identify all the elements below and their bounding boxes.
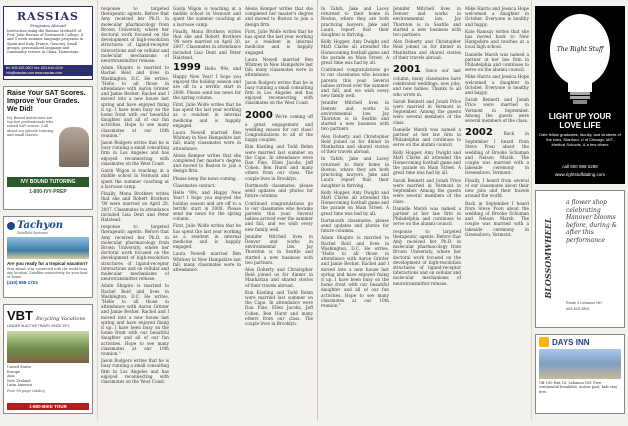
paragraph: Hello '99s, and Happy New Year! I hope you enjoyed the holiday season and are off to a terrific start in 2008. Please send me news for the spring column. xyxy=(173,190,241,222)
paragraph: Gavin Wigon is teaching at a middle school in Vermont and spent the summer coaching at a lacrosse camp. xyxy=(101,168,169,189)
vbt-cta: Free 80-page catalog xyxy=(7,388,45,393)
paragraph: Laura Newell married Ben Whitney in New Hampshire last fall; many classmates were in attendance. xyxy=(173,130,241,151)
paragraph: Jason Rodgers writes that he is busy running a small consulting firm in Los Angeles and has enjoyed reconnecting with classmates on the West Coast. xyxy=(101,140,169,166)
ivy-bound-logo: IVY BOUND TUTORING xyxy=(7,177,89,187)
ivy-bound-phone: 1-800-IVY-PREP xyxy=(29,189,67,195)
paragraph: Kate Ramsay writes that she has moved back to New Hampshire and teaches at a local high school. xyxy=(465,28,529,50)
vbt-regions xyxy=(4,365,92,388)
paragraph: We're coming off a great engagement and wedding season for our class! Congratulations to all of the happy couples. xyxy=(245,113,313,143)
paragraph: Alex Doherty and Christopher Reid joined us for dinner in Manhattan and shared stories of their travels abroad. xyxy=(393,39,461,60)
text-column-1 xyxy=(101,0,169,426)
tachyon-phone: (410) 555-1723 xyxy=(7,280,38,285)
paragraph: Back in September I heard from Steve Poon about the wedding of Brooke Schuman and Nelson Marsh. The couple was married with a lakeside ceremony in Greensboro, Vermont. xyxy=(465,200,529,237)
blossomwheel-body: a flower shop celebrating Hanover blooms before, during & after this performance xyxy=(566,199,617,244)
right-stuff-body: Date fellow graduates, faculty, and students of the Ivies, Stanford, U of Chicago, MIT, Medical Schools, & a few others xyxy=(539,132,621,147)
text-column-2 xyxy=(173,0,241,426)
class-year-paragraph xyxy=(245,110,313,143)
paragraph: Danielle Marsh was named a partner at her law firm in Philadelphia and continues to serve on the alumni council. xyxy=(393,126,461,148)
paragraph: Laura Newell married Ben Whitney in New Hampshire last fall; many classmates were in attendance. xyxy=(173,251,241,272)
vbt-logo: VBT xyxy=(7,308,33,323)
days-inn-sun-icon xyxy=(539,337,549,347)
region-item: Latin America xyxy=(7,383,33,387)
bicycle-photo xyxy=(7,331,89,363)
paragraph: Alexis Kemper writes that she completed her master's degree and moved to Boston to join a design firm. xyxy=(173,152,241,174)
right-ad-column xyxy=(532,0,628,420)
ivy-bound-ad[interactable] xyxy=(3,86,93,210)
tachyon-tagline: Satellite Systems xyxy=(17,231,48,235)
paragraph: Danielle Marsh was named a partner at her law firm in Philadelphia and continues to serve on the alumni council. xyxy=(465,51,529,73)
paragraph: Kim Kissling and Todd Rehm were married last summer on the Cape. In attendance were Dan Fine, Ellen Jacobs, Jeff Cohen, Ben Hurst and many others from our class. The couple lives in Brooklyn. xyxy=(245,144,313,181)
paragraph: Alexis Kemper writes that she completed her master's degree and moved to Boston to join a design firm. xyxy=(245,6,313,27)
paragraph: Dartmouth classmates, please send updates and photos for future columns. xyxy=(321,217,389,234)
paragraph: Laura Newell married Ben Whitney in New Hampshire last fall; many classmates were in attendance. xyxy=(245,56,313,78)
light-bulb-icon xyxy=(535,8,625,108)
rassias-body: Instruction using the Rassias Method® of Prof. John Rassias of Dartmouth College. 4 and 5 week summer language programs in Spain and Italy, France, Gascony. Small groups, personalized language and community service in China. Homestays. xyxy=(7,29,84,55)
right-stuff-phone: call 800 988 5288 xyxy=(562,164,598,169)
blossomwheel-address: Route 4 Lebanon NH xyxy=(566,301,602,305)
paragraph: Jennifer Mitchell lives in Denver and works in environmental law. Jay Thornton is in Seattle and started a new business with two partners. xyxy=(321,100,389,132)
student-photo xyxy=(59,127,89,167)
class-year-heading: 2001 xyxy=(393,64,421,76)
paragraph: In Tahiti, Jake and Lacey returned to their home in Boston, where they are both practicing lawyers. Jake and Laura report that their daughter is thriving. xyxy=(321,6,389,38)
paragraph: Classmates contact: xyxy=(173,182,216,188)
left-ad-column xyxy=(0,0,96,420)
region-item: United States xyxy=(7,365,32,369)
right-stuff-title: The Right Stuff xyxy=(556,46,604,53)
paragraph: Sarah Bennett and Jonah Price were married in Vermont in September. Among the guests were several members of the class. xyxy=(393,98,461,125)
paragraph: Adam Shapiro is married to Rachel Reid and lives in Washington, D.C. He writes, "Hello to all those in attendance with Aaron Grinter and Jamie Becker. Rachel and I moved into a new house last spring and have enjoyed fixing it up. I have been busy on the home front with our beautiful daughter and all of our fun activities. Hope to see many classmates at our 10th reunion." xyxy=(101,283,169,356)
paragraph: Kim Kissling and Todd Rehm were married last summer on the Cape. In attendance were Dan Fine, Ellen Jacobs, Jeff Cohen, Ben Hurst and many others from our class. The couple lives in Brooklyn. xyxy=(245,289,313,326)
paragraph: Mike Harris and Jessica Hope welcomed a daughter in October. Everyone is healthy and happy. xyxy=(465,74,529,96)
tachyon-brand: Tachyon xyxy=(17,220,64,231)
paragraph: Finally, Mona Brothers writes that she and Robert Brothers '98 were married on April 20, 2007. Classmates in attendance included Lisa Dent and Peter Halstead. xyxy=(101,190,169,222)
days-inn-photo xyxy=(539,349,621,379)
paragraph: Sarah Bennett and Jonah Price were married in Vermont in September. Among the guests were several members of the class. xyxy=(465,97,529,124)
paragraph: Kelly Hopper, Amy Dwight and Matt Clarke all attended the Homecoming football game and the parade on Main Street. A great time was had by all. xyxy=(393,149,461,176)
paragraph: Jennifer Mitchell lives in Denver and works in environmental law. Jay Thornton is in Seattle and started a new business with two partners. xyxy=(393,6,461,38)
paragraph: Continued congratulations go to our classmates who became parents this year. Several babies arrived over the summer and fall, and we wish every new family well. xyxy=(245,200,313,232)
days-inn-ad[interactable] xyxy=(535,334,625,414)
rassias-ad[interactable] xyxy=(3,6,93,80)
days-inn-title: DAYS INN xyxy=(552,337,590,347)
class-year-heading: 2000 xyxy=(245,109,273,121)
tachyon-headline: Are you ready for a tropical vacation? xyxy=(7,261,88,266)
blossomwheel-phone: 603-643-3901 xyxy=(566,307,590,311)
paragraph: Mike Harris and Jessica Hope welcomed a daughter in October. Everyone is healthy and happy. xyxy=(465,6,529,27)
right-stuff-ad[interactable] xyxy=(535,6,625,184)
paragraph: Finally, I heard from several of our classmates about their new jobs and their travels around the world. xyxy=(465,177,529,199)
vbt-ad[interactable] xyxy=(3,304,93,414)
paragraph: In Tahiti, Jake and Lacey returned to their home in Boston, where they are both practicing lawyers. Jake and Laura report that their daughter is thriving. xyxy=(321,156,389,188)
vbt-phone: 1-800-BIKE TOUR xyxy=(7,403,89,410)
blossomwheel-title: BLOSSOMWHEEL xyxy=(543,217,553,299)
tachyon-ad[interactable] xyxy=(3,216,93,298)
paragraph: Continued congratulations go to our classmates who became parents this year. Several babies arrived over the summer and fall, and we wish every new family well. xyxy=(321,67,389,99)
love-life-headline: LIGHT UP YOUR LOVE LIFE xyxy=(548,112,612,130)
vbt-tagline: Bicycling Vacations xyxy=(36,316,86,322)
paragraph: Please keep the news coming. xyxy=(173,175,237,181)
rassias-phone: tel: 603-643-3007 fax: 603-643-4249 xyxy=(4,65,92,71)
satellite-icon xyxy=(7,222,15,230)
blossomwheel-ad[interactable] xyxy=(535,190,625,328)
paragraph: First, Julie Wolfe writes that he has spent the last year working as a resident in internal medicine and is happily engaged. xyxy=(245,28,313,55)
paragraph: Back in September I heard from Steve Poon about the wedding of Brooke Schuman and Nelson Marsh. The couple was married with a lakeside ceremony in Greensboro, Vermont. xyxy=(465,131,529,176)
class-year-paragraph xyxy=(393,64,461,97)
text-column-6 xyxy=(465,0,529,426)
paragraph: Gavin Wigon is teaching at a middle school in Vermont and spent the summer coaching at a lacrosse camp. xyxy=(173,6,241,27)
days-inn-body: Off I-89 Exit 18, Lebanon NH. Free continental breakfast, indoor pool, kids stay free. xyxy=(539,381,618,394)
paragraph: Jason Rodgers writes that he is busy running a small consulting firm in Los Angeles and has enjoyed reconnecting with classmates on the West Coast. xyxy=(101,358,169,385)
paragraph: Jennifer Mitchell lives in Denver and works in environmental law. Jay Thornton is in Seattle and started a new business with two partners. xyxy=(245,233,313,265)
paragraph: Since our last column, many classmates have celebrated weddings, new jobs, and new babies. Thanks to all who wrote in. xyxy=(393,68,461,97)
right-stuff-web: www.rightstuffdating.com xyxy=(555,172,605,177)
paragraph: Sarah Bennett and Jonah Price were married in Vermont in September. Among the guests were several members of the class. xyxy=(393,177,461,204)
class-year-paragraph xyxy=(465,127,529,175)
paragraph: Danielle Marsh was named a partner at her law firm in Philadelphia and continues to serve on the alumni council. xyxy=(393,205,461,227)
paragraph: Adam Shapiro is married to Rachel Reid and lives in Washington, D.C. He writes, "Hello to all those in attendance with Aaron Grinter and Jamie Becker. Rachel and I moved into a new house last spring and have enjoyed fixing it up. I have been busy on the home front with our beautiful daughter and all of our fun activities. Hope to see many classmates at our 10th reunion." xyxy=(101,65,169,138)
paragraph: Kelly Hopper, Amy Dwight and Matt Clarke all attended the Homecoming football game and the parade on Main Street. A great time was had by all. xyxy=(321,39,389,66)
paragraph: Finally, Mona Brothers writes that she and Robert Brothers '98 were married on April 20, 2007. Classmates in attendance included Lisa Dent and Peter Halstead. xyxy=(173,28,241,60)
paragraph: response to targeted therapeutic agents. Before that Amy received her Ph.D. in molecular pharmacology from Brown University, where her doctoral work focused on the development of high-resolution structures of ligand-receptor interactions and on cellular and molecular mechanisms of neurotransmitter release. xyxy=(101,224,169,282)
vbt-leader: LEADER IN ACTIVE TRAVEL SINCE 1971 xyxy=(7,324,70,328)
rassias-web: info@rassias.com www.rassias.com xyxy=(4,71,92,76)
paragraph: Alex Doherty and Christopher Reid joined us for dinner in Manhattan and shared stories of their travels abroad. xyxy=(321,133,389,155)
rassias-title: RASSIAS xyxy=(17,10,79,23)
paragraph: response to targeted therapeutic agents. Before that Amy received her Ph.D. in molecular pharmacology from Brown University, where her doctoral work focused on the development of high-resolution structures of ligand-receptor interactions and on cellular and molecular mechanisms of neurotransmitter release. xyxy=(393,228,461,286)
class-year-heading: 2002 xyxy=(465,127,493,139)
region-item: New Zealand xyxy=(7,378,31,383)
text-column-4 xyxy=(321,0,389,426)
paragraph: First, Julie Wolfe writes that he has spent the last year working as a resident in internal medicine and is happily engaged. xyxy=(173,223,241,250)
paragraph: Hello '99s, and Happy New Year! I hope you enjoyed the holiday season and are off to a terrific start in 2008. Please send me news for the spring column. xyxy=(173,66,241,100)
paragraph: First, Julie Wolfe writes that he has spent the last year working as a resident in internal medicine and is happily engaged. xyxy=(173,102,241,128)
tachyon-logo xyxy=(4,217,92,231)
paragraph: response to targeted therapeutic agents. Before that Amy received her Ph.D. in molecular pharmacology from Brown University, where her doctoral work focused on the development of high-resolution structures of ligand-receptor interactions and on cellular and molecular mechanisms of neurotransmitter release. xyxy=(101,6,169,64)
paragraph: Kelly Hopper, Amy Dwight and Matt Clarke all attended the Homecoming football game and the parade on Main Street. A great time was had by all. xyxy=(321,189,389,216)
sat-headline: Raise Your SAT Scores. Improve Your Grades. We Did! xyxy=(7,90,86,113)
text-column-5 xyxy=(393,0,461,426)
class-year-heading: 1999 xyxy=(173,62,201,74)
sat-body: Ivy Bound instructors are top-tier professionals who raised SAT scores. Call about our private tutoring and small classes. xyxy=(7,116,54,137)
region-item: Europe xyxy=(7,369,20,374)
region-item: Asia xyxy=(7,374,15,378)
paragraph: Dartmouth classmates, please send updates and photos for future columns. xyxy=(245,182,313,199)
tachyon-body: Stay ahead, stay connected with the world from any location. Satellite connectivity for your boat or home. xyxy=(7,267,88,279)
tachyon-photo xyxy=(7,237,89,259)
paragraph: Jason Rodgers writes that he is busy running a small consulting firm in Los Angeles and has enjoyed reconnecting with classmates on the West Coast. xyxy=(245,79,313,106)
class-year-paragraph xyxy=(173,62,241,100)
paragraph: Adam Shapiro is married to Rachel Reid and lives in Washington, D.C. He writes, "Hello to all those in attendance with Aaron Grinter and Jamie Becker. Rachel and I moved into a new house last spring and have enjoyed fixing it up. I have been busy on the home front with our beautiful daughter and all of our fun activities. Hope to see many classmates at our 10th reunion." xyxy=(321,235,389,308)
text-column-3 xyxy=(245,0,313,426)
paragraph: Alex Doherty and Christopher Reid joined us for dinner in Manhattan and shared stories of their travels abroad. xyxy=(245,266,313,288)
rassias-subtitle: Programs Abroad xyxy=(30,23,66,28)
